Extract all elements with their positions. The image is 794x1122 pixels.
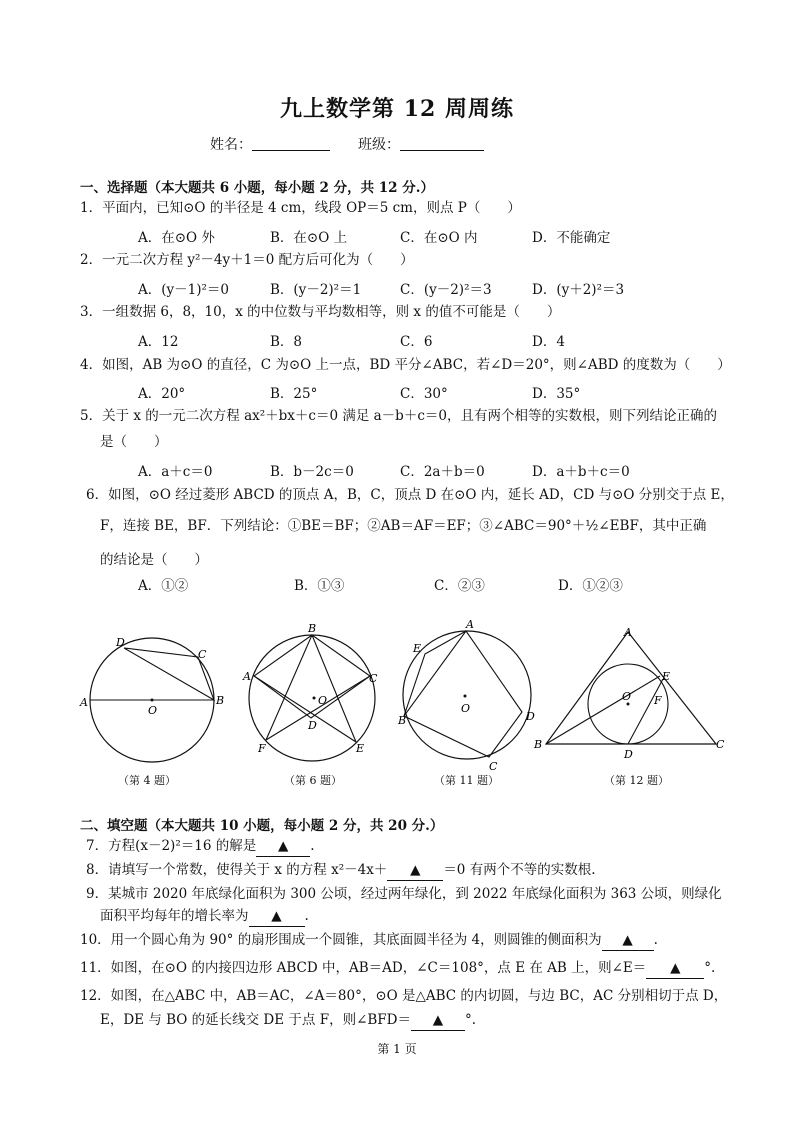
student-info — [210, 134, 484, 154]
label-c: C — [369, 672, 378, 685]
option-d[interactable]: D．(y＋2)²＝3 — [532, 282, 625, 298]
figure-12 — [530, 612, 730, 762]
question-3: 3．一组数据 6，8，10，x 的中位数与平均数相等，则 x 的值不可能是（ ） — [80, 304, 561, 320]
option-a[interactable]: A．12 — [138, 334, 179, 350]
label-f: F — [654, 694, 662, 707]
caption-fig-11: （第 11 题） — [434, 774, 499, 787]
label-f: F — [258, 742, 266, 755]
answer-blank[interactable]: ▲ — [411, 1010, 465, 1031]
question-10: 10．用一个圆心角为 90° 的扇形围成一个圆锥，其底面圆半径为 4，则圆锥的侧面积为 ▲ . — [80, 930, 720, 951]
option-b[interactable]: B．①③ — [294, 578, 345, 594]
label-b: B — [534, 738, 543, 751]
option-b[interactable]: B．b－2c＝0 — [270, 464, 354, 480]
section-heading-choice: 一、选择题（本大题共 6 小题，每小题 2 分，共 12 分.） — [80, 180, 434, 196]
option-a[interactable]: A．①② — [138, 578, 189, 594]
page-title: 九上数学第 12 周周练 — [280, 96, 514, 122]
label-a: A — [243, 670, 251, 683]
label-b: B — [308, 622, 317, 635]
label-a: A — [80, 696, 88, 709]
question-9-cont: 面积平均每年的增长率为 ▲ . — [100, 906, 740, 927]
option-a[interactable]: A．20° — [138, 386, 186, 402]
figure-11 — [394, 612, 544, 773]
question-6-cont: F，连接 BE，BF．下列结论：①BE＝BF；②AB＝AF＝EF；③∠ABC＝90°＋½∠EBF，其中正确 — [100, 518, 707, 534]
question-5: 5．关于 x 的一元二次方程 ax²＋bx＋c＝0 满足 a－b＋c＝0，且有两个相等的实数根，则下列结论正确的 — [80, 408, 717, 424]
option-b[interactable]: B．(y－2)²＝1 — [270, 282, 362, 298]
caption-fig-6: （第 6 题） — [284, 774, 342, 787]
option-d[interactable]: D．①②③ — [558, 578, 623, 594]
figure-4 — [76, 612, 226, 762]
label-d: D — [116, 636, 125, 649]
label-e: E — [356, 742, 365, 755]
name-label: 姓名： — [210, 137, 252, 153]
option-d[interactable]: D．不能确定 — [532, 230, 611, 246]
question-5-cont: 是（ ） — [100, 434, 168, 450]
question-2: 2．一元二次方程 y²－4y＋1＝0 配方后可化为（ ） — [80, 252, 414, 268]
label-d: D — [624, 748, 633, 761]
figure-6 — [238, 612, 388, 762]
caption-fig-12: （第 12 题） — [604, 774, 669, 787]
question-8: 8．请填写一个常数，使得关于 x 的方程 x²－4x＋ ▲ ＝0 有两个不等的实数根. — [86, 860, 726, 881]
answer-blank[interactable]: ▲ — [249, 906, 305, 927]
question-12-cont: E，DE 与 BO 的延长线交 DE 于点 F，则∠BFD＝ ▲ °. — [100, 1010, 740, 1031]
answer-blank[interactable]: ▲ — [387, 860, 443, 881]
label-e: E — [662, 670, 671, 683]
label-o: O — [461, 702, 471, 715]
option-a[interactable]: A．(y－1)²＝0 — [138, 282, 229, 298]
option-d[interactable]: D．a＋b＋c＝0 — [532, 464, 630, 480]
option-b[interactable]: B．在⊙O 上 — [270, 230, 348, 246]
question-4: 4．如图，AB 为⊙O 的直径，C 为⊙O 上一点，BD 平分∠ABC，若∠D＝20°，则∠ABD 的度数为（ ） — [80, 357, 731, 373]
question-7: 7．方程(x－2)²＝16 的解是 ▲ . — [86, 836, 726, 857]
question-9: 9．某城市 2020 年底绿化面积为 300 公顷，经过两年绿化，到 2022 年底绿化面积为 363 公顷，则绿化 — [86, 886, 722, 902]
label-c: C — [198, 648, 207, 661]
option-c[interactable]: C．2a＋b＝0 — [400, 464, 485, 480]
question-12: 12．如图，在△ABC 中，AB＝AC，∠A＝80°，⊙O 是△ABC 的内切圆，与边 BC，AC 分别相切于点 D， — [80, 988, 728, 1004]
caption-fig-4: （第 4 题） — [118, 774, 176, 787]
label-d: D — [526, 710, 535, 723]
question-6: 6．如图，⊙O 经过菱形 ABCD 的顶点 A，B，C，顶点 D 在⊙O 内，延长 AD，CD 与⊙O 分别交于点 E， — [86, 487, 734, 503]
label-a: A — [466, 618, 474, 631]
label-o: O — [318, 694, 328, 707]
label-o: O — [622, 690, 632, 703]
answer-blank[interactable]: ▲ — [256, 836, 310, 857]
label-d: D — [308, 719, 317, 732]
label-b: B — [398, 714, 407, 727]
option-a[interactable]: A．在⊙O 外 — [138, 230, 215, 246]
label-o: O — [148, 704, 158, 717]
question-11: 11．如图，在⊙O 的内接四边形 ABCD 中，AB＝AD，∠C＝108°，点 E 在 AB 上，则∠E＝ ▲ °. — [80, 958, 720, 979]
option-d[interactable]: D．4 — [532, 334, 565, 350]
option-b[interactable]: B．25° — [270, 386, 318, 402]
label-e: E — [413, 642, 422, 655]
option-c[interactable]: C．6 — [400, 334, 433, 350]
option-c[interactable]: C．②③ — [434, 578, 485, 594]
answer-blank[interactable]: ▲ — [646, 958, 704, 979]
option-a[interactable]: A．a＋c＝0 — [138, 464, 213, 480]
question-6-cont2: 的结论是（ ） — [100, 552, 208, 568]
section-heading-fill: 二、填空题（本大题共 10 小题，每小题 2 分，共 20 分.） — [80, 818, 444, 834]
label-c: C — [716, 738, 725, 751]
name-blank[interactable] — [252, 136, 330, 151]
class-blank[interactable] — [400, 136, 484, 151]
label-b: B — [216, 694, 225, 707]
label-c: C — [489, 760, 498, 773]
question-1: 1．平面内，已知⊙O 的半径是 4 cm，线段 OP＝5 cm，则点 P（ ） — [80, 200, 521, 216]
option-d[interactable]: D．35° — [532, 386, 581, 402]
option-c[interactable]: C．30° — [400, 386, 448, 402]
option-c[interactable]: C．(y－2)²＝3 — [400, 282, 492, 298]
page-footer: 第 1 页 — [377, 1042, 417, 1056]
class-label: 班级： — [358, 137, 400, 153]
option-c[interactable]: C．在⊙O 内 — [400, 230, 478, 246]
answer-blank[interactable]: ▲ — [602, 930, 654, 951]
option-b[interactable]: B．8 — [270, 334, 303, 350]
label-a: A — [624, 626, 632, 639]
